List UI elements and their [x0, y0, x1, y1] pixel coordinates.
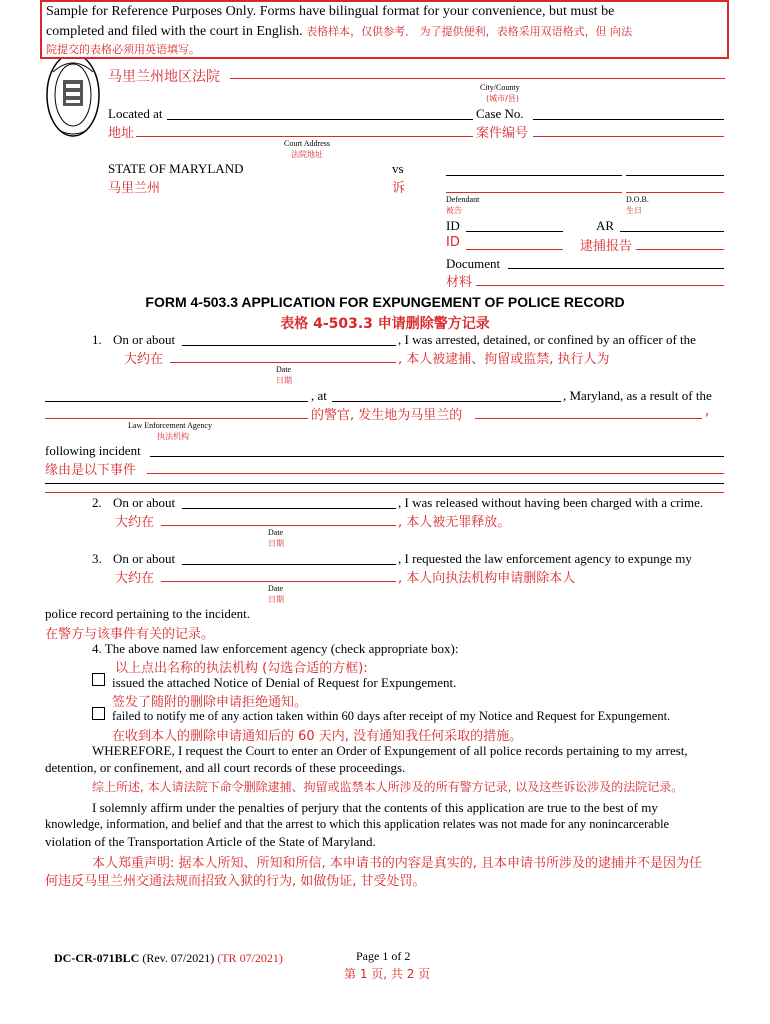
no-notice-label-zh: 在收到本人的删除申请通知后的 60 天内, 没有通知我任何采取的措施。	[112, 729, 523, 744]
item-2-date-caption-zh: 日期	[268, 539, 284, 548]
item-2-number: 2.	[92, 495, 102, 510]
denial-notice-checkbox[interactable]	[92, 673, 105, 686]
item-3-number: 3.	[92, 551, 102, 566]
form-translation-rev: (TR 07/2021)	[217, 951, 283, 965]
form-number: DC-CR-071BLC	[54, 951, 140, 965]
vs-label-zh: 诉	[392, 181, 406, 196]
form-number-footer	[54, 951, 283, 966]
defendant-caption-zh: 被告	[446, 206, 462, 215]
sample-notice-banner	[40, 0, 729, 59]
page-number-zh: 第 1 页, 共 2 页	[344, 967, 431, 981]
item-1-date-caption-zh: 日期	[276, 376, 292, 385]
incident-field-2[interactable]	[45, 483, 724, 484]
item-4-text-zh: 以上点出名称的执法机构 (勾选合适的方框):	[115, 661, 368, 676]
document-field[interactable]	[508, 268, 724, 269]
item-1-text-zh: , 本人被逮捕、拘留或监禁, 执行人为	[398, 352, 610, 367]
case-number-field[interactable]	[533, 119, 724, 120]
ar-label: AR	[596, 218, 615, 233]
maryland-district-court-seal-icon	[45, 52, 101, 138]
state-label: STATE OF MARYLAND	[108, 161, 244, 176]
id-label-zh: ID	[446, 235, 460, 250]
affirm-zh-line-2: 何违反马里兰州交通法规而招致入狱的行为, 如做伪证, 甘受处罚。	[45, 874, 426, 889]
item-1-date-field[interactable]	[182, 345, 396, 346]
item-4-text: 4. The above named law enforcement agency (check appropriate box):	[92, 641, 459, 656]
wherefore-line-2: detention, or confinement, and all court records of these proceedings.	[45, 760, 406, 775]
city-county-label: City/County	[480, 83, 520, 92]
city-county-label-zh: (城市/县)	[486, 94, 519, 103]
dob-caption-zh: 生日	[626, 206, 642, 215]
item-2-on-or-about: On or about	[113, 495, 176, 510]
denial-notice-label-zh: 签发了随附的删除申请拒绝通知。	[112, 695, 308, 710]
item-3-text: , I requested the law enforcement agency to expunge my	[398, 551, 692, 566]
located-at-label-zh: 地址	[108, 126, 135, 141]
dob-caption: D.O.B.	[626, 195, 649, 204]
defendant-caption: Defendant	[446, 195, 480, 204]
agency-caption-zh: 执法机构	[157, 432, 189, 441]
incident-field[interactable]	[150, 456, 724, 457]
maryland-text: , Maryland, as a result of the	[563, 388, 712, 403]
item-1-on-or-about-zh: 大约在	[124, 352, 164, 367]
id-label: ID	[446, 218, 460, 233]
wherefore-zh: 综上所述, 本人请法院下命令删除逮捕、拘留或监禁本人所涉及的所有警方记录, 以及这些诉讼涉及的法院记录。	[92, 780, 684, 794]
banner-line-1: Sample for Reference Purposes Only. Forms have bilingual format for your convenience, but must be	[46, 4, 615, 19]
wherefore-line-1: WHEREFORE, I request the Court to enter an Order of Expungement of all police records pertaining to my arrest,	[92, 743, 688, 758]
document-label: Document	[446, 256, 501, 271]
form-title-zh: 表格 4-503.3 申请删除警方记录	[280, 316, 490, 332]
item-3-date-field[interactable]	[182, 564, 396, 565]
item-3-date-caption-zh: 日期	[268, 595, 284, 604]
affirm-line-3: violation of the Transportation Article of the State of Maryland.	[45, 834, 376, 849]
affirm-line-2: knowledge, information, and belief and that the arrest to which this application relates was not made for any nonincarcerable	[45, 817, 670, 831]
police-record-text: police record pertaining to the incident.	[45, 606, 251, 621]
incident-label-zh: 缘由是以下事件	[45, 463, 137, 478]
page-number: Page 1 of 2	[356, 949, 411, 963]
form-revision: (Rev. 07/2021)	[139, 951, 218, 965]
banner-line-2-en: completed and filed with the court in English.	[46, 24, 303, 39]
item-2-date-field[interactable]	[182, 508, 396, 509]
court-address-caption: Court Address	[284, 139, 330, 148]
agency-caption: Law Enforcement Agency	[128, 421, 212, 430]
agency-field[interactable]	[45, 401, 308, 402]
affirm-zh-line-1: 本人郑重声明: 据本人所知、所知和所信, 本申请书的内容是真实的, 且本申请书所涉及的逮捕并不是因为任	[92, 856, 703, 871]
ar-field[interactable]	[620, 231, 724, 232]
item-3-on-or-about-zh: 大约在	[115, 571, 155, 586]
banner-line-3-zh: 院提交的表格必须用英语填写。	[46, 43, 200, 56]
item-1-text: , I was arrested, detained, or confined by an officer of the	[398, 332, 696, 347]
court-address-field[interactable]	[167, 119, 473, 120]
item-2-text: , I was released without having been charged with a crime.	[398, 495, 704, 510]
item-2-date-caption: Date	[268, 528, 284, 537]
incident-label: following incident	[45, 443, 141, 458]
item-1-number: 1.	[92, 332, 102, 347]
at-label: , at	[311, 388, 327, 403]
id-field[interactable]	[466, 231, 563, 232]
denial-notice-label: issued the attached Notice of Denial of Request for Expungement.	[112, 675, 457, 690]
ar-label-zh: 逮捕报告	[580, 239, 633, 254]
form-title: FORM 4-503.3 APPLICATION FOR EXPUNGEMENT OF POLICE RECORD	[145, 294, 625, 310]
item-2-text-zh: , 本人被无罪释放。	[398, 515, 511, 530]
item-2-on-or-about-zh: 大约在	[115, 515, 155, 530]
location-field[interactable]	[332, 401, 561, 402]
court-name-zh: 马里兰州地区法院	[108, 69, 220, 85]
affirm-line-1: I solemnly affirm under the penalties of perjury that the contents of this application are true to the best of my	[92, 800, 658, 815]
vs-label: vs	[392, 161, 404, 176]
located-at-label: Located at	[108, 106, 163, 121]
dob-field[interactable]	[626, 175, 724, 176]
officer-comma-zh: ,	[705, 404, 710, 419]
banner-line-2-zh: 表格样本，仅供参考． 为了提供便利，表格采用双语格式，但 向法	[306, 25, 633, 38]
document-label-zh: 材料	[446, 275, 473, 290]
item-3-text-zh: , 本人向执法机构申请删除本人	[398, 571, 576, 586]
defendant-name-field[interactable]	[446, 175, 622, 176]
item-1-date-caption: Date	[276, 365, 292, 374]
item-3-date-caption: Date	[268, 584, 284, 593]
court-address-caption-zh: 法院地址	[291, 150, 323, 159]
no-notice-label: failed to notify me of any action taken within 60 days after receipt of my Notice and Request for Expungement.	[112, 709, 671, 723]
item-3-on-or-about: On or about	[113, 551, 176, 566]
item-1-on-or-about: On or about	[113, 332, 176, 347]
case-no-label-zh: 案件编号	[476, 126, 529, 141]
officer-text-zh: 的警官, 发生地为马里兰的	[311, 408, 463, 423]
banner-line-2	[46, 23, 632, 40]
state-label-zh: 马里兰州	[108, 181, 161, 196]
case-no-label: Case No.	[476, 106, 524, 121]
no-notice-checkbox[interactable]	[92, 707, 105, 720]
police-record-text-zh: 在警方与该事件有关的记录。	[45, 627, 215, 642]
